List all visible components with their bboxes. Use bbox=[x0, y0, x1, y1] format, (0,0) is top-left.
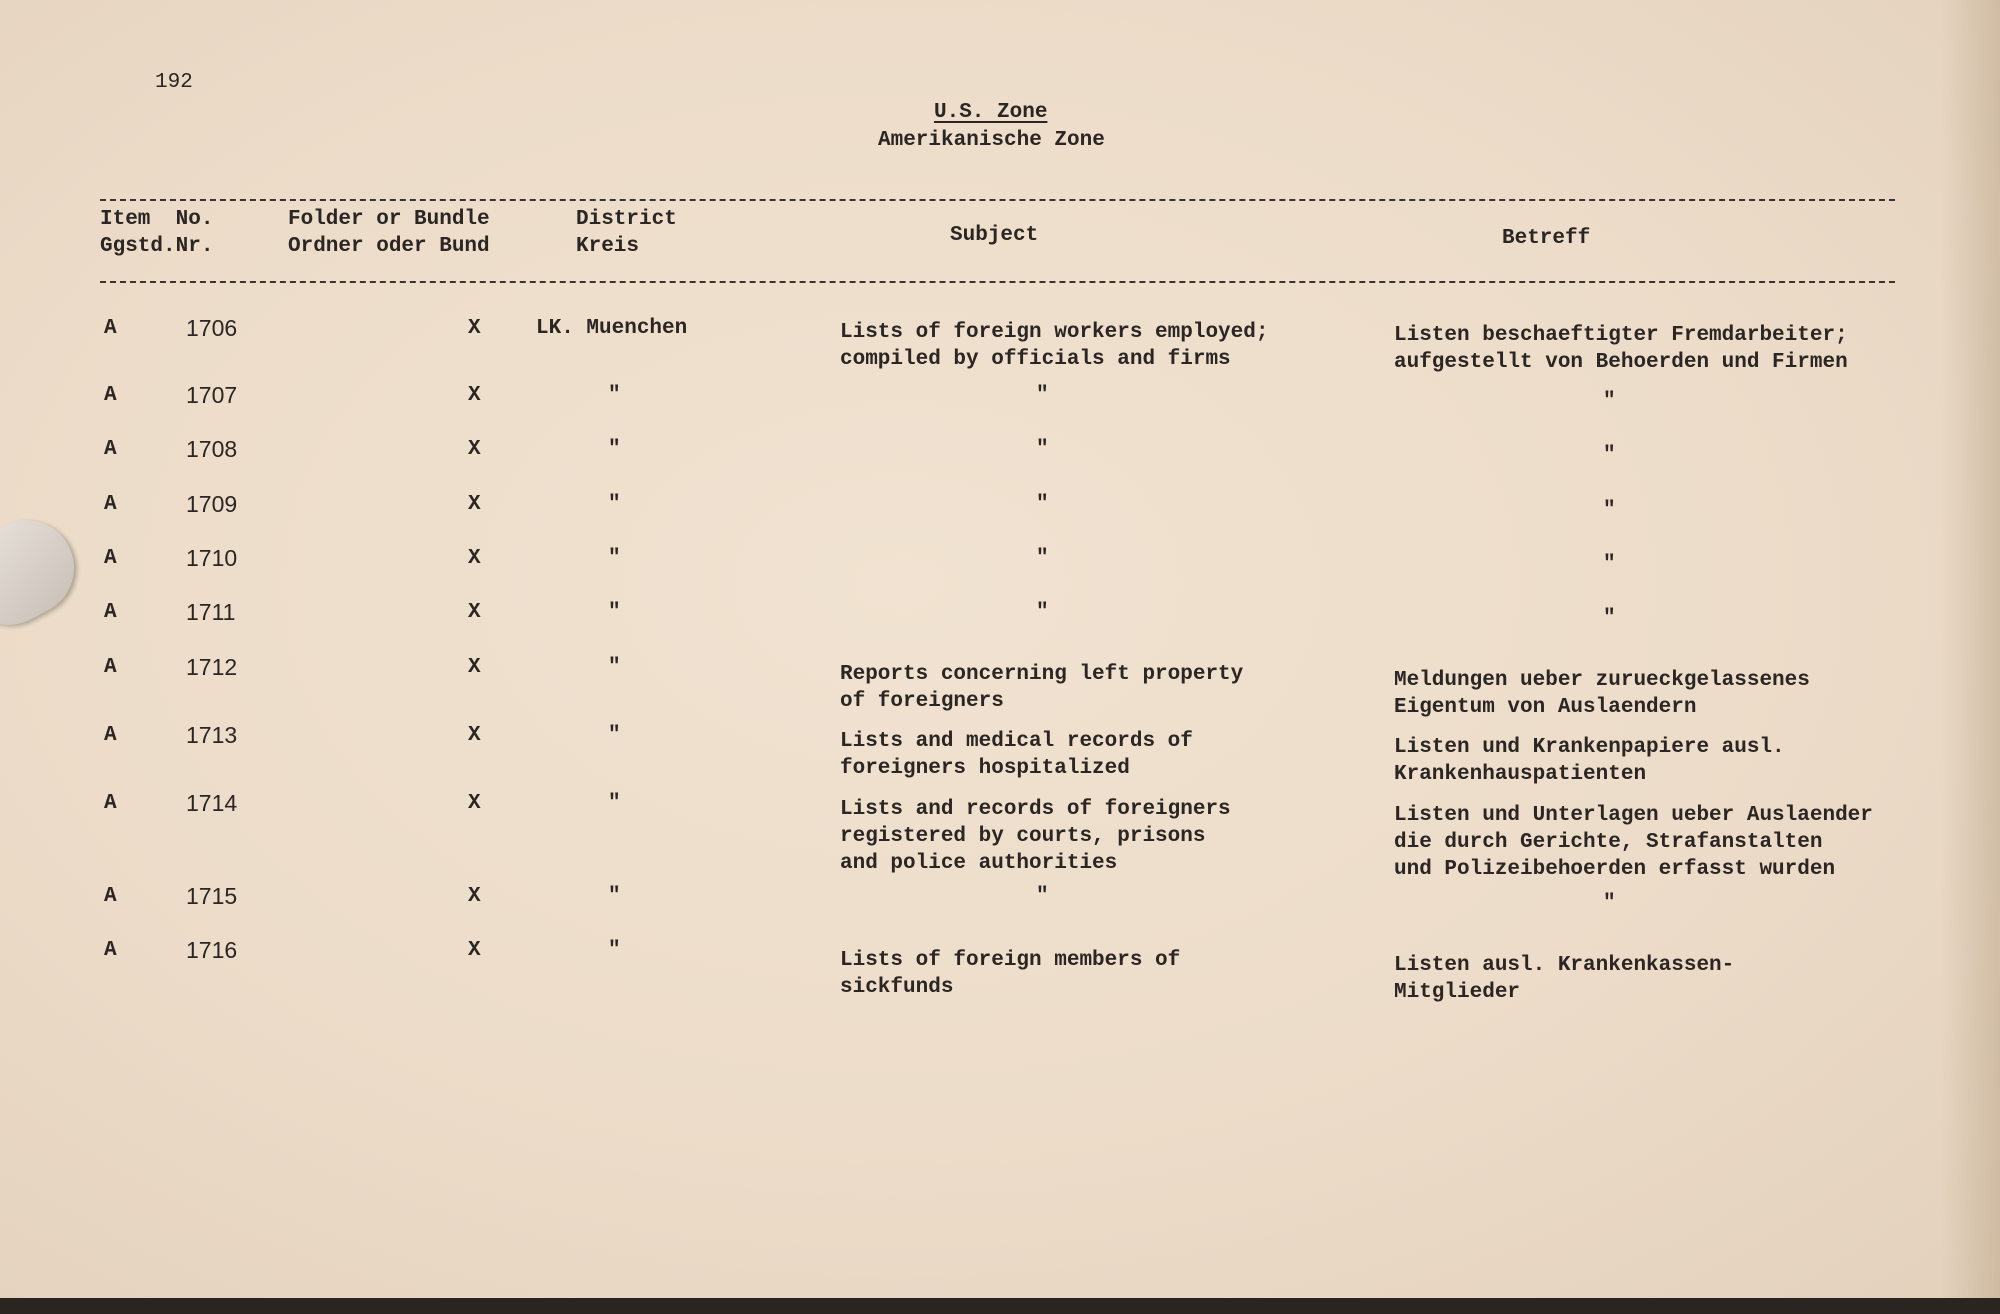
col-header-subject: Subject bbox=[950, 224, 1039, 247]
table-row bbox=[0, 883, 2000, 915]
row-item: A bbox=[104, 939, 117, 962]
scan-bottom-edge bbox=[0, 1298, 2000, 1314]
row-subject: " bbox=[1036, 438, 1049, 461]
row-item: A bbox=[104, 438, 117, 461]
row-item: A bbox=[104, 885, 117, 908]
table-row bbox=[0, 599, 2000, 630]
row-betreff: Listen und Krankenpapiere ausl. Krankenhauspatienten bbox=[1394, 736, 1785, 786]
col-header-betreff: Betreff bbox=[1502, 227, 1591, 250]
row-folder: X bbox=[468, 384, 481, 407]
row-folder: X bbox=[468, 939, 481, 962]
row-folder: X bbox=[468, 547, 481, 570]
row-folder: X bbox=[468, 724, 481, 747]
row-district: " bbox=[608, 547, 621, 570]
row-folder: X bbox=[468, 792, 481, 815]
row-district: " bbox=[608, 724, 621, 747]
table-row bbox=[0, 436, 2000, 467]
row-folder: X bbox=[468, 438, 481, 461]
row-number: 1715 bbox=[186, 883, 238, 909]
row-item: A bbox=[104, 384, 117, 407]
row-subject: Reports concerning left property of foreigners bbox=[840, 663, 1244, 713]
row-district: " bbox=[608, 656, 621, 679]
row-betreff: Listen und Unterlagen ueber Auslaender die durch Gerichte, Strafanstalten und Polizeibehoerden erfasst wurden bbox=[1394, 804, 1873, 881]
row-item: A bbox=[104, 724, 117, 747]
row-item: A bbox=[104, 792, 117, 815]
index-tab bbox=[0, 504, 91, 642]
table-row bbox=[0, 382, 2000, 413]
header-rule-bottom bbox=[100, 281, 1895, 283]
table-row bbox=[0, 790, 2000, 881]
row-number: 1714 bbox=[186, 790, 238, 816]
col-header-kreis: Kreis bbox=[576, 235, 640, 258]
row-item: A bbox=[104, 317, 117, 340]
row-betreff: " bbox=[1603, 607, 1616, 630]
row-subject: Lists of foreign members of sickfunds bbox=[840, 949, 1181, 999]
zone-title-de: Amerikanische Zone bbox=[878, 129, 1105, 152]
header-rule-top bbox=[100, 199, 1895, 201]
row-item: A bbox=[104, 493, 117, 516]
table-row bbox=[0, 722, 2000, 786]
row-betreff: Meldungen ueber zurueckgelassenes Eigentum von Auslaendern bbox=[1394, 669, 1810, 719]
row-number: 1716 bbox=[186, 937, 238, 963]
row-item: A bbox=[104, 656, 117, 679]
table-row bbox=[0, 654, 2000, 719]
row-betreff: Listen ausl. Krankenkassen- Mitglieder bbox=[1394, 954, 1735, 1004]
row-betreff: " bbox=[1603, 390, 1616, 413]
page-number: 192 bbox=[155, 71, 193, 94]
row-subject: Lists of foreign workers employed; compiled by officials and firms bbox=[840, 321, 1269, 371]
table-row bbox=[0, 315, 2000, 374]
table-row bbox=[0, 937, 2000, 1004]
row-item: A bbox=[104, 601, 117, 624]
page-edge-shadow bbox=[1940, 0, 2000, 1298]
row-subject: " bbox=[1036, 384, 1049, 407]
row-subject: " bbox=[1036, 547, 1049, 570]
row-number: 1706 bbox=[186, 315, 238, 341]
row-district: " bbox=[608, 493, 621, 516]
row-folder: X bbox=[468, 493, 481, 516]
row-betreff: " bbox=[1603, 892, 1616, 915]
row-district: " bbox=[608, 384, 621, 407]
row-number: 1708 bbox=[186, 436, 238, 462]
row-number: 1710 bbox=[186, 545, 238, 571]
row-district: " bbox=[608, 792, 621, 815]
col-header-folder: Folder or Bundle bbox=[288, 208, 490, 231]
row-item: A bbox=[104, 547, 117, 570]
row-betreff: Listen beschaeftigter Fremdarbeiter; aufgestellt von Behoerden und Firmen bbox=[1394, 324, 1848, 374]
row-subject: " bbox=[1036, 601, 1049, 624]
zone-title-en: U.S. Zone bbox=[934, 101, 1048, 124]
row-number: 1712 bbox=[186, 654, 238, 680]
table-row bbox=[0, 545, 2000, 576]
row-betreff: " bbox=[1603, 444, 1616, 467]
row-district: " bbox=[608, 438, 621, 461]
row-subject: Lists and records of foreigners registered by courts, prisons and police authorities bbox=[840, 798, 1231, 875]
row-folder: X bbox=[468, 656, 481, 679]
row-betreff: " bbox=[1603, 499, 1616, 522]
row-district: " bbox=[608, 601, 621, 624]
row-district: " bbox=[608, 885, 621, 908]
row-folder: X bbox=[468, 885, 481, 908]
col-header-district: District bbox=[576, 208, 677, 231]
table-row bbox=[0, 491, 2000, 522]
row-subject: " bbox=[1036, 493, 1049, 516]
col-header-item-no: Item No. bbox=[100, 208, 214, 231]
row-number: 1711 bbox=[186, 599, 236, 625]
row-folder: X bbox=[468, 601, 481, 624]
row-district: LK. Muenchen bbox=[536, 317, 688, 340]
row-number: 1709 bbox=[186, 491, 238, 517]
row-folder: X bbox=[468, 317, 481, 340]
row-betreff: " bbox=[1603, 553, 1616, 576]
row-number: 1707 bbox=[186, 382, 238, 408]
row-number: 1713 bbox=[186, 722, 238, 748]
row-district: " bbox=[608, 939, 621, 962]
col-header-ggstd-nr: Ggstd.Nr. bbox=[100, 235, 214, 258]
row-subject: Lists and medical records of foreigners hospitalized bbox=[840, 730, 1193, 780]
row-subject: " bbox=[1036, 885, 1049, 908]
col-header-ordner: Ordner oder Bund bbox=[288, 235, 490, 258]
